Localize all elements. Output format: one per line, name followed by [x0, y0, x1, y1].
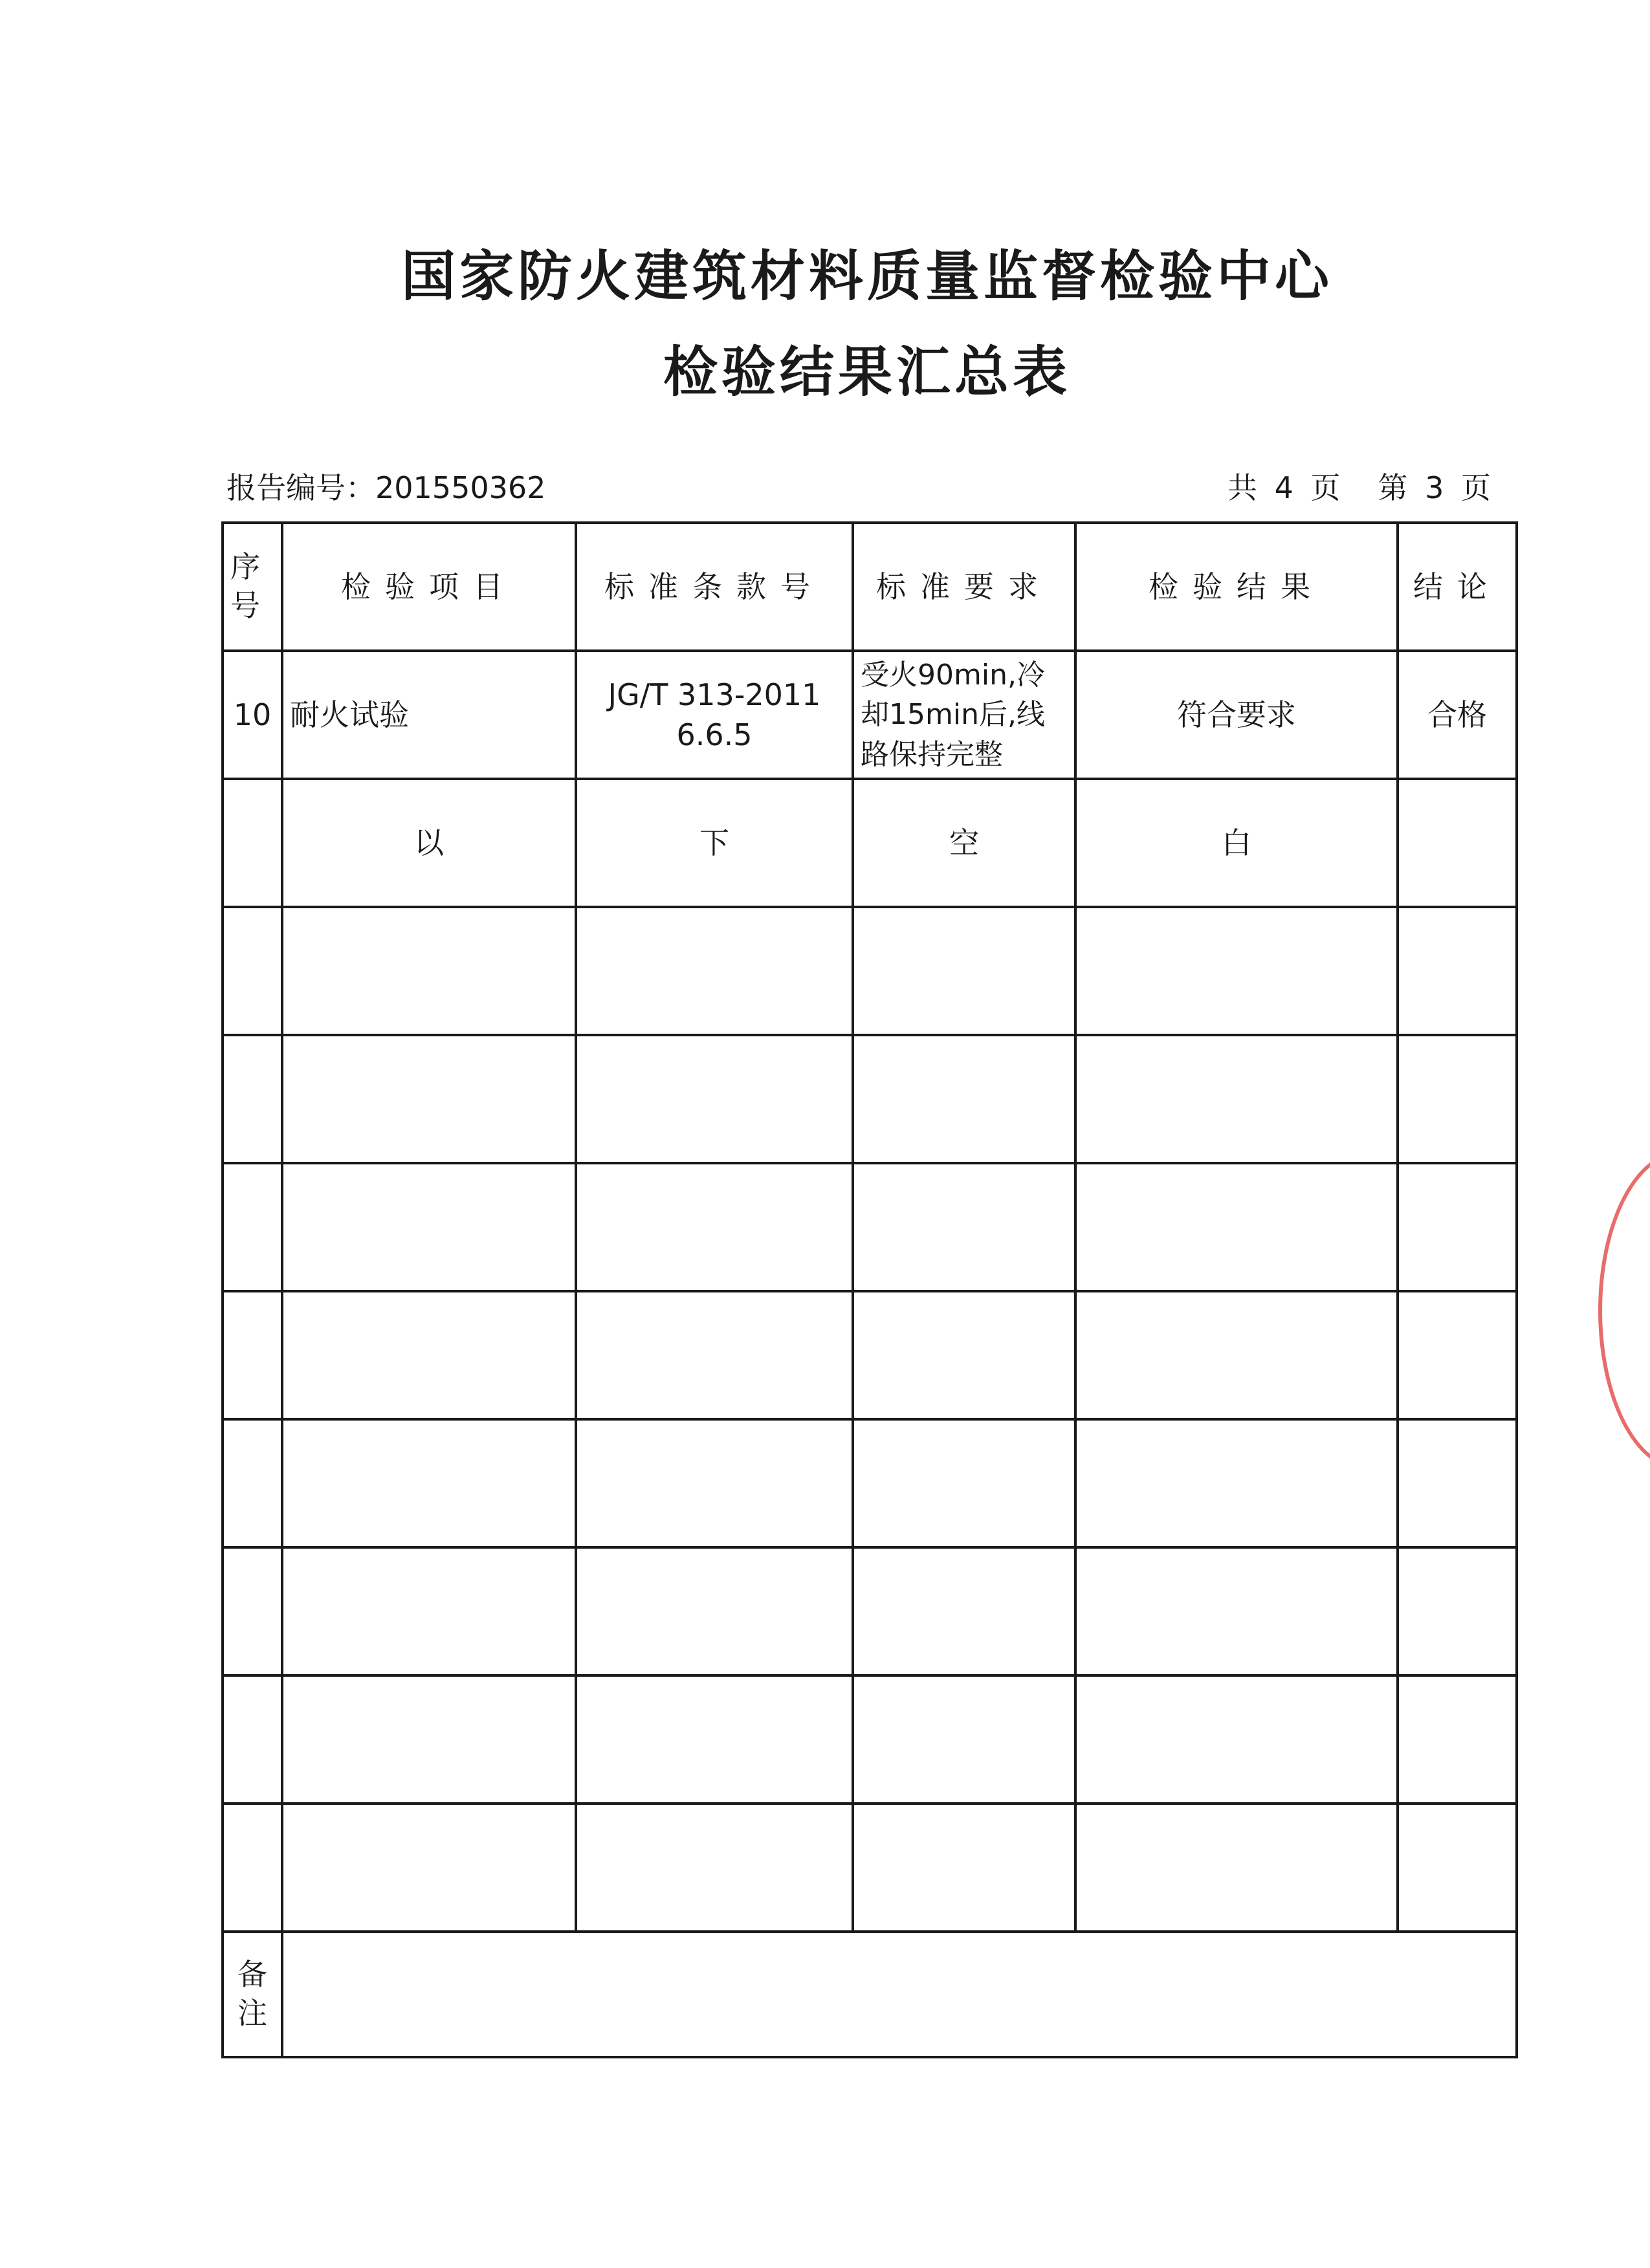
cell-empty — [1398, 1035, 1517, 1163]
cell-result: 符合要求 — [1075, 651, 1398, 779]
table-row — [223, 1804, 1517, 1932]
results-table — [221, 521, 1518, 2058]
table-header-row — [223, 523, 1517, 651]
cell-empty — [576, 1547, 853, 1675]
cell-seq: 10 — [223, 651, 282, 779]
cell-empty — [1398, 1163, 1517, 1291]
requirement-line: 路保持完整 — [861, 737, 1003, 771]
header-result: 检验结果 — [1075, 523, 1398, 651]
cell-empty — [576, 1804, 853, 1932]
cell-empty — [853, 1035, 1075, 1163]
blank-word: 空 — [853, 779, 1075, 907]
cell-empty — [853, 1291, 1075, 1419]
table-row — [223, 1675, 1517, 1804]
requirement-line: 受火90min,冷 — [861, 658, 1045, 692]
cell-empty — [282, 1291, 576, 1419]
cell-empty — [223, 1804, 282, 1932]
cell-empty — [1075, 1419, 1398, 1547]
cell-empty — [1398, 907, 1517, 1035]
cell-empty — [223, 779, 282, 907]
cell-empty — [1398, 1804, 1517, 1932]
cell-empty — [282, 907, 576, 1035]
cell-item: 耐火试验 — [282, 651, 576, 779]
cell-empty — [223, 1291, 282, 1419]
cell-empty — [1398, 1419, 1517, 1547]
blank-word: 白 — [1075, 779, 1398, 907]
clause-line: JG/T 313-2011 — [608, 677, 821, 712]
cell-empty — [223, 1675, 282, 1804]
report-number: 报告编号：201550362 — [226, 470, 546, 505]
table-row — [223, 651, 1517, 779]
cell-conclusion: 合格 — [1398, 651, 1517, 779]
cell-empty — [282, 1419, 576, 1547]
cell-empty — [1398, 1675, 1517, 1804]
cell-empty — [853, 1804, 1075, 1932]
header-conclusion: 结论 — [1398, 523, 1517, 651]
cell-empty — [1398, 779, 1517, 907]
cell-empty — [223, 1547, 282, 1675]
cell-empty — [1075, 907, 1398, 1035]
cell-empty — [576, 1291, 853, 1419]
cell-empty — [853, 1547, 1075, 1675]
cell-empty — [223, 1035, 282, 1163]
cell-empty — [576, 1419, 853, 1547]
cell-empty — [282, 1035, 576, 1163]
document-title: 国家防火建筑材料质量监督检验中心 — [401, 245, 1333, 308]
table-row — [223, 1291, 1517, 1419]
cell-empty — [1075, 1035, 1398, 1163]
table-row — [223, 779, 1517, 907]
document-subtitle: 检验结果汇总表 — [663, 340, 1071, 404]
table-row — [223, 1547, 1517, 1675]
cell-empty — [223, 1163, 282, 1291]
blank-word: 以 — [282, 779, 576, 907]
cell-empty — [1075, 1675, 1398, 1804]
official-seal — [1598, 1151, 1650, 1470]
remarks-content — [282, 1932, 1517, 2057]
cell-empty — [1075, 1804, 1398, 1932]
blank-word: 下 — [576, 779, 853, 907]
cell-empty — [1075, 1547, 1398, 1675]
cell-empty — [223, 1419, 282, 1547]
table-row — [223, 1163, 1517, 1291]
clause-line: 6.6.5 — [676, 717, 753, 752]
cell-requirement — [853, 651, 1075, 779]
remarks-row — [223, 1932, 1517, 2057]
cell-empty — [853, 1675, 1075, 1804]
page-indicator: 共 4 页 第 3 页 — [1227, 470, 1495, 505]
cell-empty — [576, 1163, 853, 1291]
requirement-line: 却15min后,线 — [861, 698, 1045, 732]
cell-empty — [576, 1675, 853, 1804]
table-row — [223, 907, 1517, 1035]
table-row — [223, 1419, 1517, 1547]
cell-empty — [576, 1035, 853, 1163]
cell-empty — [282, 1804, 576, 1932]
cell-empty — [282, 1675, 576, 1804]
cell-empty — [282, 1163, 576, 1291]
remarks-label: 备注 — [223, 1932, 282, 2057]
header-item: 检验项目 — [282, 523, 576, 651]
header-seq: 序号 — [223, 523, 282, 651]
cell-empty — [1075, 1291, 1398, 1419]
cell-empty — [853, 907, 1075, 1035]
cell-empty — [1398, 1547, 1517, 1675]
header-clause: 标准条款号 — [576, 523, 853, 651]
cell-empty — [1398, 1291, 1517, 1419]
cell-empty — [853, 1419, 1075, 1547]
cell-clause — [576, 651, 853, 779]
cell-empty — [1075, 1163, 1398, 1291]
cell-empty — [853, 1163, 1075, 1291]
header-requirement: 标准要求 — [853, 523, 1075, 651]
table-row — [223, 1035, 1517, 1163]
cell-empty — [576, 907, 853, 1035]
cell-empty — [223, 907, 282, 1035]
cell-empty — [282, 1547, 576, 1675]
